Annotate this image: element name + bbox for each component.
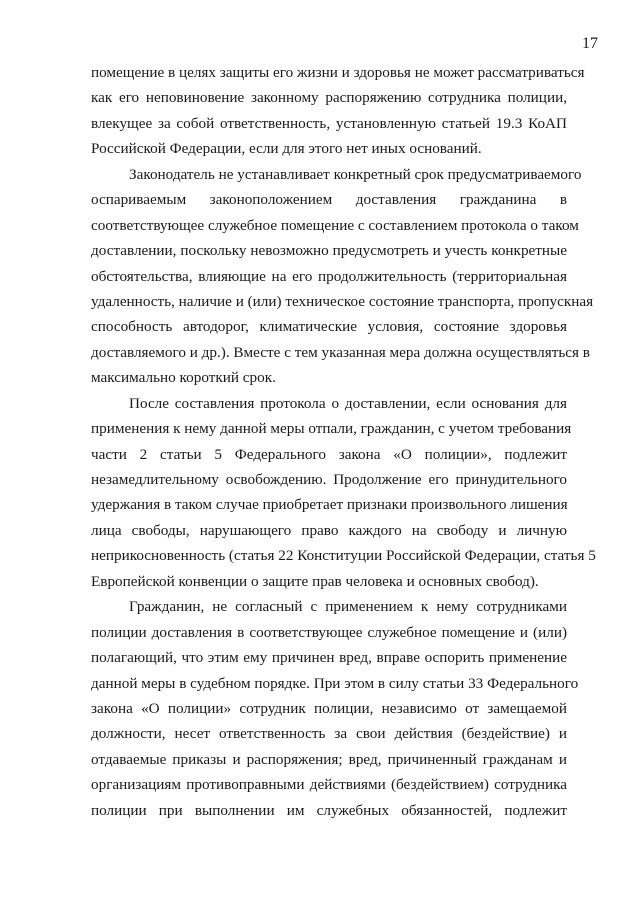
text-line: способность автодорог, климатические условия, состояние здоровья xyxy=(91,318,567,336)
text-line: После составления протокола о доставлении, если основания для xyxy=(129,394,567,412)
text-line: полагающий, что этим ему причинен вред, вправе оспорить применение xyxy=(91,649,567,667)
text-line: Гражданин, не согласный с применением к нему сотрудниками xyxy=(129,598,567,616)
text-line: применения к нему данной меры отпали, гражданин, с учетом требования xyxy=(91,420,572,438)
text-line: доставляемого и др.). Вместе с тем указанная мера должна осуществляться в xyxy=(91,343,590,361)
body-text xyxy=(91,60,596,823)
page-number: 17 xyxy=(582,35,598,52)
text-line: доставлении, поскольку невозможно предусмотреть и учесть конкретные xyxy=(91,242,567,260)
text-line: должности, несет ответственность за свои действия (бездействие) и xyxy=(91,725,567,743)
text-line: части 2 статьи 5 Федерального закона «О полиции», подлежит xyxy=(91,445,567,463)
text-line: организациям противоправными действиями (бездействием) сотрудника xyxy=(91,776,567,794)
text-line: данной меры в судебном порядке. При этом в силу статьи 33 Федерального xyxy=(91,674,579,692)
text-line: Российской Федерации, если для этого нет иных оснований. xyxy=(91,140,482,158)
text-line: Законодатель не устанавливает конкретный срок предусматриваемого xyxy=(129,165,582,183)
text-line: лица свободы, нарушающего право каждого на свободу и личную xyxy=(91,521,567,539)
text-line: полиции доставления в соответствующее служебное помещение и (или) xyxy=(91,623,567,641)
text-line: влекущее за собой ответственность, установленную статьей 19.3 КоАП xyxy=(91,114,567,132)
text-line: Европейской конвенции о защите прав человека и основных свобод). xyxy=(91,572,539,590)
text-line: как его неповиновение законному распоряжению сотрудника полиции, xyxy=(91,89,567,107)
text-line: закона «О полиции» сотрудник полиции, независимо от замещаемой xyxy=(91,699,567,717)
text-line: обстоятельства, влияющие на его продолжительность (территориальная xyxy=(91,267,567,285)
text-line: удержания в таком случае приобретает признаки произвольного лишения xyxy=(91,496,568,514)
text-line: оспариваемым законоположением доставления гражданина в xyxy=(91,191,567,209)
text-line: удаленность, наличие и (или) техническое состояние транспорта, пропускная xyxy=(91,292,594,310)
text-line: неприкосновенность (статья 22 Конституции Российской Федерации, статья 5 xyxy=(91,547,596,565)
text-line: помещение в целях защиты его жизни и здоровья не может рассматриваться xyxy=(91,64,585,81)
text-line: незамедлительному освобождению. Продолжение его принудительного xyxy=(91,471,567,488)
text-line: соответствующее служебное помещение с составлением протокола о таком xyxy=(91,216,579,234)
text-line: отдаваемые приказы и распоряжения; вред, причиненный гражданам и xyxy=(91,750,567,768)
text-line: полиции при выполнении им служебных обязанностей, подлежит xyxy=(91,801,567,819)
text-line: максимально короткий срок. xyxy=(91,369,276,387)
